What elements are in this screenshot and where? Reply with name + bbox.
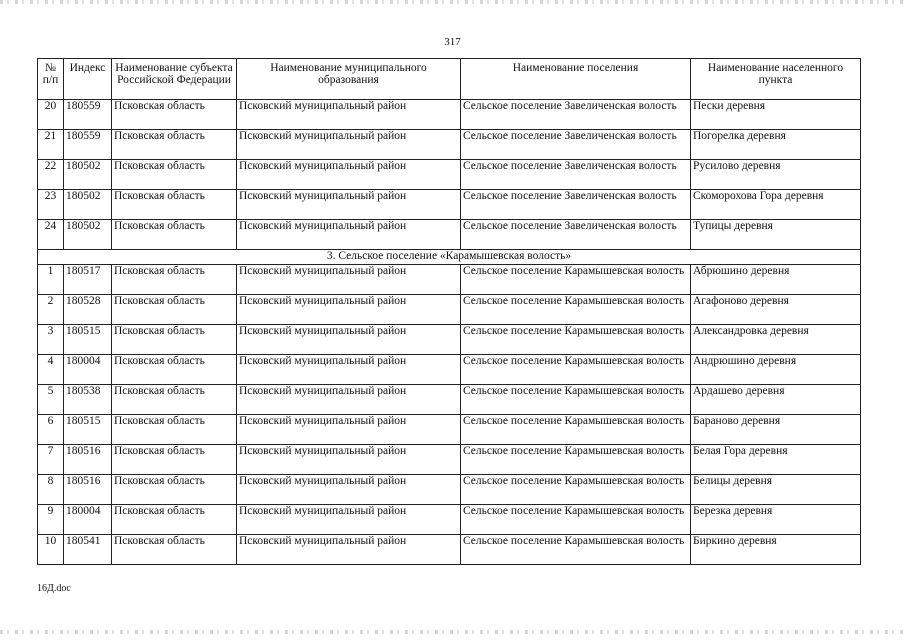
table-row <box>38 295 861 325</box>
cell-locality: Белая Гора деревня <box>691 445 861 475</box>
table-header-row <box>38 59 861 100</box>
header-settlement: Наименование поселения <box>461 59 691 100</box>
table-row <box>38 445 861 475</box>
cell-num: 21 <box>38 130 64 160</box>
table-row <box>38 355 861 385</box>
cell-settlement: Сельское поселение Карамышевская волость <box>461 325 691 355</box>
cell-locality: Русилово деревня <box>691 160 861 190</box>
cell-settlement: Сельское поселение Карамышевская волость <box>461 445 691 475</box>
cell-municipal: Псковский муниципальный район <box>237 385 461 415</box>
cell-num: 3 <box>38 325 64 355</box>
cell-subject: Псковская область <box>112 160 237 190</box>
cell-settlement: Сельское поселение Карамышевская волость <box>461 355 691 385</box>
cell-settlement: Сельское поселение Завеличенская волость <box>461 130 691 160</box>
cell-num: 2 <box>38 295 64 325</box>
cell-index: 180004 <box>64 355 112 385</box>
table-row <box>38 160 861 190</box>
cell-municipal: Псковский муниципальный район <box>237 265 461 295</box>
cell-locality: Березка деревня <box>691 505 861 535</box>
cell-index: 180502 <box>64 220 112 250</box>
cell-index: 180559 <box>64 130 112 160</box>
locality-table <box>37 58 861 565</box>
cell-municipal: Псковский муниципальный район <box>237 220 461 250</box>
table-row <box>38 325 861 355</box>
cell-num: 5 <box>38 385 64 415</box>
cell-municipal: Псковский муниципальный район <box>237 505 461 535</box>
cell-settlement: Сельское поселение Завеличенская волость <box>461 100 691 130</box>
table-row <box>38 415 861 445</box>
cell-index: 180502 <box>64 190 112 220</box>
cell-subject: Псковская область <box>112 295 237 325</box>
cell-subject: Псковская область <box>112 265 237 295</box>
cell-locality: Андрюшино деревня <box>691 355 861 385</box>
cell-locality: Пески деревня <box>691 100 861 130</box>
page-number: 317 <box>444 36 461 48</box>
cell-num: 10 <box>38 535 64 565</box>
cell-settlement: Сельское поселение Карамышевская волость <box>461 295 691 325</box>
cell-locality: Агафоново деревня <box>691 295 861 325</box>
header-locality: Наименование населенного пункта <box>691 59 861 100</box>
cell-index: 180515 <box>64 325 112 355</box>
table-row <box>38 100 861 130</box>
table-row <box>38 475 861 505</box>
cell-locality: Бараново деревня <box>691 415 861 445</box>
section-row <box>38 250 861 265</box>
cell-index: 180559 <box>64 100 112 130</box>
table-body-karamyshevskaya <box>38 265 861 565</box>
table-body-zavelichenskaya <box>38 100 861 250</box>
table-row <box>38 130 861 160</box>
cell-subject: Псковская область <box>112 415 237 445</box>
cell-num: 9 <box>38 505 64 535</box>
cell-index: 180517 <box>64 265 112 295</box>
cell-municipal: Псковский муниципальный район <box>237 295 461 325</box>
cell-settlement: Сельское поселение Завеличенская волость <box>461 160 691 190</box>
cell-subject: Псковская область <box>112 355 237 385</box>
cell-municipal: Псковский муниципальный район <box>237 415 461 445</box>
cell-subject: Псковская область <box>112 475 237 505</box>
cell-index: 180502 <box>64 160 112 190</box>
cell-num: 6 <box>38 415 64 445</box>
header-subject: Наименование субъекта Российской Федерации <box>112 59 237 100</box>
cell-index: 180541 <box>64 535 112 565</box>
cell-num: 22 <box>38 160 64 190</box>
cell-num: 4 <box>38 355 64 385</box>
cell-locality: Абрюшино деревня <box>691 265 861 295</box>
cell-num: 8 <box>38 475 64 505</box>
cell-settlement: Сельское поселение Завеличенская волость <box>461 220 691 250</box>
cell-municipal: Псковский муниципальный район <box>237 325 461 355</box>
cell-num: 23 <box>38 190 64 220</box>
table-row <box>38 220 861 250</box>
cell-index: 180004 <box>64 505 112 535</box>
cell-municipal: Псковский муниципальный район <box>237 535 461 565</box>
cell-subject: Псковская область <box>112 445 237 475</box>
cell-subject: Псковская область <box>112 220 237 250</box>
file-name-footer: 16Д.doc <box>37 583 71 594</box>
cell-num: 1 <box>38 265 64 295</box>
table-row <box>38 190 861 220</box>
table-row <box>38 535 861 565</box>
cell-settlement: Сельское поселение Карамышевская волость <box>461 505 691 535</box>
cell-index: 180516 <box>64 475 112 505</box>
cell-settlement: Сельское поселение Карамышевская волость <box>461 535 691 565</box>
cell-locality: Белицы деревня <box>691 475 861 505</box>
cell-locality: Александровка деревня <box>691 325 861 355</box>
cell-settlement: Сельское поселение Карамышевская волость <box>461 385 691 415</box>
table-row <box>38 385 861 415</box>
cell-index: 180516 <box>64 445 112 475</box>
cell-num: 20 <box>38 100 64 130</box>
cell-municipal: Псковский муниципальный район <box>237 100 461 130</box>
cell-municipal: Псковский муниципальный район <box>237 160 461 190</box>
cell-index: 180538 <box>64 385 112 415</box>
cell-settlement: Сельское поселение Карамышевская волость <box>461 415 691 445</box>
header-municipal: Наименование муниципального образования <box>237 59 461 100</box>
cell-subject: Псковская область <box>112 505 237 535</box>
cell-subject: Псковская область <box>112 130 237 160</box>
cell-municipal: Псковский муниципальный район <box>237 445 461 475</box>
cell-subject: Псковская область <box>112 190 237 220</box>
cell-locality: Скоморохова Гора деревня <box>691 190 861 220</box>
cell-subject: Псковская область <box>112 535 237 565</box>
table-row <box>38 265 861 295</box>
cell-locality: Погорелка деревня <box>691 130 861 160</box>
scan-edge-top <box>0 0 905 4</box>
cell-locality: Ардашево деревня <box>691 385 861 415</box>
cell-municipal: Псковский муниципальный район <box>237 130 461 160</box>
cell-settlement: Сельское поселение Завеличенская волость <box>461 190 691 220</box>
cell-num: 24 <box>38 220 64 250</box>
cell-municipal: Псковский муниципальный район <box>237 190 461 220</box>
cell-subject: Псковская область <box>112 325 237 355</box>
cell-num: 7 <box>38 445 64 475</box>
cell-municipal: Псковский муниципальный район <box>237 355 461 385</box>
cell-settlement: Сельское поселение Карамышевская волость <box>461 475 691 505</box>
cell-settlement: Сельское поселение Карамышевская волость <box>461 265 691 295</box>
cell-subject: Псковская область <box>112 100 237 130</box>
cell-subject: Псковская область <box>112 385 237 415</box>
cell-index: 180515 <box>64 415 112 445</box>
scan-edge-bottom <box>0 630 905 634</box>
section-title: 3. Сельское поселение «Карамышевская волость» <box>38 250 861 265</box>
header-index: Индекс <box>64 59 112 100</box>
cell-municipal: Псковский муниципальный район <box>237 475 461 505</box>
header-num: № п/п <box>38 59 64 100</box>
cell-locality: Тупицы деревня <box>691 220 861 250</box>
table-row <box>38 505 861 535</box>
cell-index: 180528 <box>64 295 112 325</box>
table-section-separator <box>38 250 861 265</box>
cell-locality: Биркино деревня <box>691 535 861 565</box>
